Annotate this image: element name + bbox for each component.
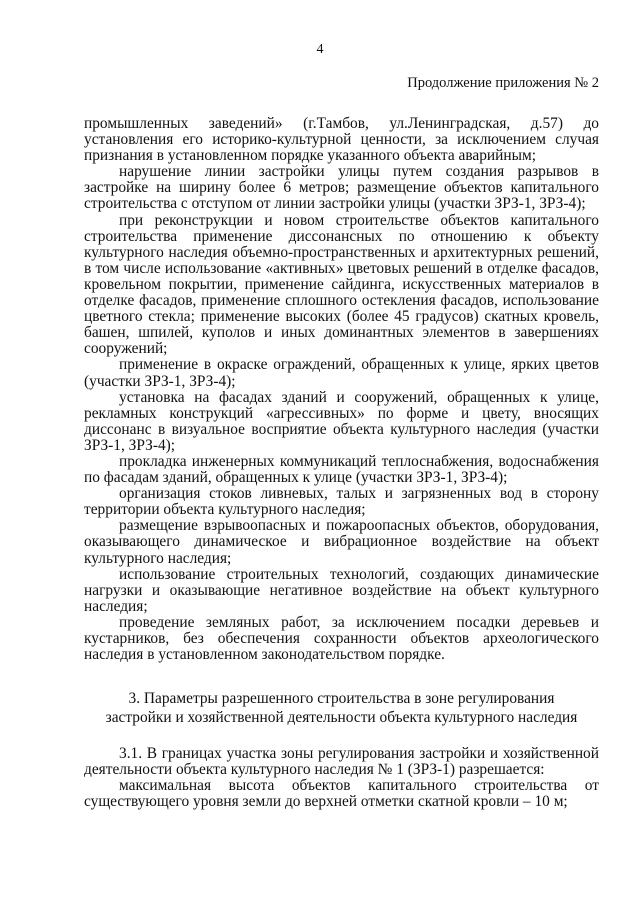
- paragraph: при реконструкции и новом строительстве объектов капитального строительства применение диссонансных по отношению к объекту культурного наследия объемно-пространственных и архитектурных решений, в том числе использование «активных» цветовых решений в отделке фасадов, кровельном покрытии, применение сайдинга, искусственных материалов в отделке фасадов, применение сплошного остекления фасадов, использование цветного стекла; применение высоких (более 45 градусов) скатных кровель, башен, шпилей, куполов и иных доминантных элементов в завершениях сооружений;: [84, 211, 599, 358]
- document-body: [84, 116, 599, 811]
- paragraph: промышленных заведений» (г.Тамбов, ул.Ленинградская, д.57) до установления его историко-культурной ценности, за исключением случая признания в установленном порядке указанного объекта аварийным;: [84, 115, 599, 165]
- section-heading-line: 3. Параметры разрешенного строительства в зоне регулирования: [128, 690, 555, 708]
- paragraph: применение в окраске ограждений, обращенных к улице, ярких цветов (участки ЗРЗ-1, ЗРЗ-4);: [84, 356, 599, 390]
- paragraph: организация стоков ливневых, талых и загрязненных вод в сторону территории объекта культурного наследия;: [84, 485, 599, 519]
- paragraph: нарушение линии застройки улицы путем создания разрывов в застройке на ширину более 6 метров; размещение объектов капитального строительства с отступом от линии застройки улицы (участки ЗРЗ-1, ЗРЗ-4);: [84, 163, 599, 213]
- paragraph: использование строительных технологий, создающих динамические нагрузки и оказывающие негативное воздействие на объект культурного наследия;: [84, 565, 599, 615]
- paragraph: прокладка инженерных коммуникаций теплоснабжения, водоснабжения по фасадам зданий, обращенных к улице (участки ЗРЗ-1, ЗРЗ-4);: [84, 452, 599, 487]
- appendix-continuation: Продолжение приложения № 2: [407, 75, 599, 91]
- page-number: 4: [316, 42, 324, 57]
- section-heading-line: застройки и хозяйственной деятельности объекта культурного наследия: [105, 709, 578, 727]
- paragraph: проведение земляных работ, за исключением посадки деревьев и кустарников, без обеспечения сохранности объектов археологического наследия в установленном законодательством порядке.: [84, 613, 599, 664]
- paragraph: установка на фасадах зданий и сооружений, обращенных к улице, рекламных конструкций «агрессивных» по форме и цвету, вносящих диссонанс в визуальное восприятие объекта культурного наследия (участки ЗРЗ-1, ЗРЗ-4);: [84, 388, 599, 454]
- paragraph: размещение взрывоопасных и пожароопасных объектов, оборудования, оказывающего динамическое и вибрационное воздействие на объект культурного наследия;: [84, 517, 599, 567]
- section-heading: [84, 689, 599, 727]
- paragraph: максимальная высота объектов капитального строительства от существующего уровня земли до верхней отметки скатной кровли – 10 м;: [84, 777, 599, 811]
- paragraph: 3.1. В границах участка зоны регулирования застройки и хозяйственной деятельности объекта культурного наследия № 1 (ЗРЗ-1) разрешается:: [84, 745, 599, 779]
